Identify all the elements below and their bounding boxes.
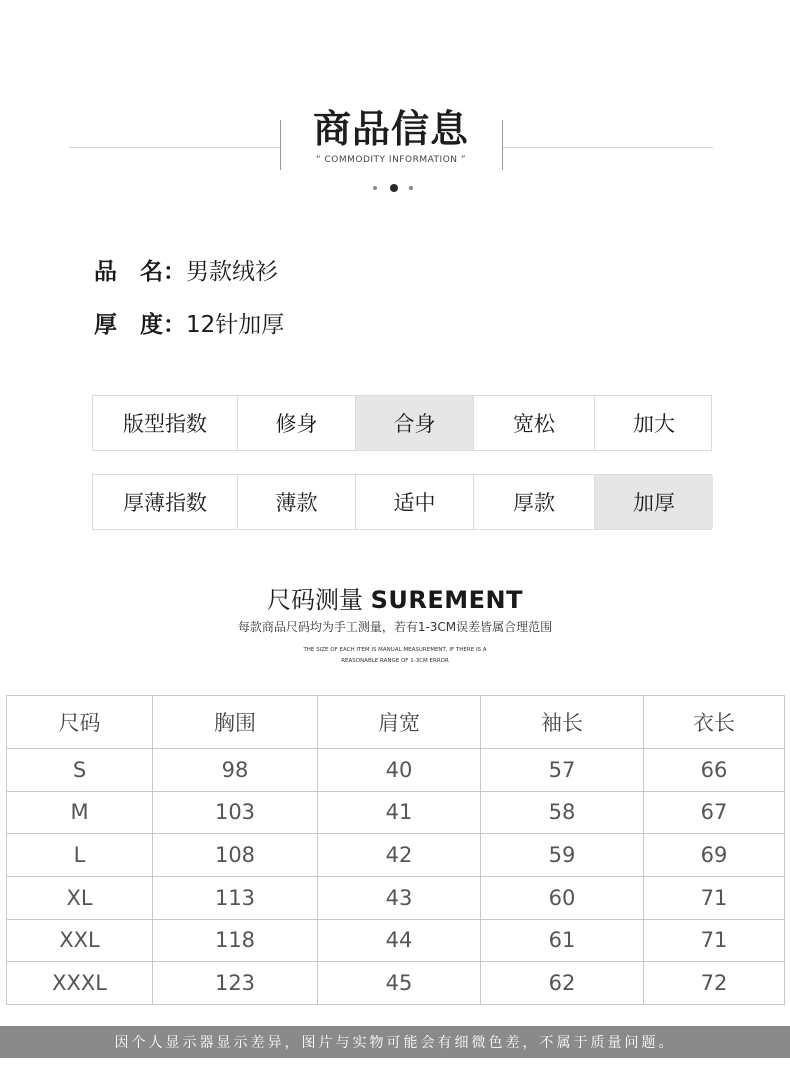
- size-note-en-line2: REASONABLE RANGE OF 1-3CM ERROR: [341, 658, 449, 664]
- fit-index-grid: [92, 395, 712, 451]
- thickness-option-thick: 厚款: [473, 475, 594, 529]
- size-title-cn: 尺码测量: [266, 586, 363, 614]
- thickness-value: 12针加厚: [186, 312, 285, 338]
- cell-length: 71: [644, 919, 785, 962]
- cell-shoulder: 40: [318, 748, 481, 791]
- header-sleeve: 袖长: [481, 696, 644, 749]
- header-left-line: [69, 147, 280, 148]
- cell-size: S: [7, 748, 153, 791]
- fit-option-oversize: 加大: [594, 396, 713, 450]
- header-chest: 胸围: [153, 696, 318, 749]
- cell-length: 66: [644, 748, 785, 791]
- cell-chest: 108: [153, 834, 318, 877]
- thickness-option-medium: 适中: [355, 475, 473, 529]
- size-section-title: [0, 584, 790, 616]
- thickness-label: 厚 度：: [94, 312, 186, 338]
- dot-right: [409, 186, 413, 190]
- product-name-row: [94, 257, 278, 287]
- header-right-line: [502, 147, 713, 148]
- size-table-header-row: [7, 696, 785, 749]
- size-note-en-line1: THE SIZE OF EACH ITEM IS MANUAL MEASUREMENT, IF THERE IS A: [303, 647, 487, 653]
- cell-chest: 98: [153, 748, 318, 791]
- cell-size: XXXL: [7, 962, 153, 1005]
- size-table: [6, 695, 785, 1005]
- cell-chest: 118: [153, 919, 318, 962]
- dot-center: [390, 184, 398, 192]
- thickness-index-grid: [92, 474, 712, 530]
- cell-sleeve: 58: [481, 791, 644, 834]
- table-row: [7, 834, 785, 877]
- cell-sleeve: 62: [481, 962, 644, 1005]
- cell-shoulder: 43: [318, 876, 481, 919]
- thickness-option-extra-thick: 加厚: [594, 475, 713, 529]
- cell-shoulder: 42: [318, 834, 481, 877]
- thickness-index-label: 厚薄指数: [123, 491, 207, 515]
- cell-length: 67: [644, 791, 785, 834]
- fit-option-regular: 合身: [355, 396, 473, 450]
- cell-length: 72: [644, 962, 785, 1005]
- footer-disclaimer: 因个人显示器显示差异，图片与实物可能会有细微色差，不属于质量问题。: [0, 1026, 790, 1058]
- cell-shoulder: 41: [318, 791, 481, 834]
- cell-size: XXL: [7, 919, 153, 962]
- fit-option-loose: 宽松: [473, 396, 594, 450]
- cell-sleeve: 57: [481, 748, 644, 791]
- table-row: [7, 962, 785, 1005]
- fit-index-label: 版型指数: [123, 412, 207, 436]
- cell-chest: 103: [153, 791, 318, 834]
- cell-length: 69: [644, 834, 785, 877]
- cell-sleeve: 61: [481, 919, 644, 962]
- size-note-en: [0, 645, 790, 667]
- cell-shoulder: 45: [318, 962, 481, 1005]
- cell-sleeve: 60: [481, 876, 644, 919]
- header-shoulder: 肩宽: [318, 696, 481, 749]
- header-size: 尺码: [7, 696, 153, 749]
- cell-size: L: [7, 834, 153, 877]
- page-subtitle: “ COMMODITY INFORMATION ”: [315, 155, 467, 165]
- cell-shoulder: 44: [318, 919, 481, 962]
- page-title: 商品信息: [312, 107, 469, 151]
- cell-chest: 113: [153, 876, 318, 919]
- product-name-value: 男款绒衫: [186, 259, 278, 285]
- cell-size: XL: [7, 876, 153, 919]
- header-right-bar: [502, 120, 503, 170]
- size-title-en: SUREMENT: [370, 586, 524, 614]
- thickness-row: [94, 310, 284, 340]
- table-row: [7, 791, 785, 834]
- cell-size: M: [7, 791, 153, 834]
- size-note-cn: 每款商品尺码均为手工测量，若有1-3CM误差皆属合理范围: [237, 620, 553, 634]
- table-row: [7, 919, 785, 962]
- cell-length: 71: [644, 876, 785, 919]
- product-name-label: 品 名：: [94, 259, 186, 285]
- cell-sleeve: 59: [481, 834, 644, 877]
- thickness-option-thin: 薄款: [237, 475, 355, 529]
- table-row: [7, 876, 785, 919]
- table-row: [7, 748, 785, 791]
- cell-chest: 123: [153, 962, 318, 1005]
- dot-left: [373, 186, 377, 190]
- header-length: 衣长: [644, 696, 785, 749]
- fit-option-slim: 修身: [237, 396, 355, 450]
